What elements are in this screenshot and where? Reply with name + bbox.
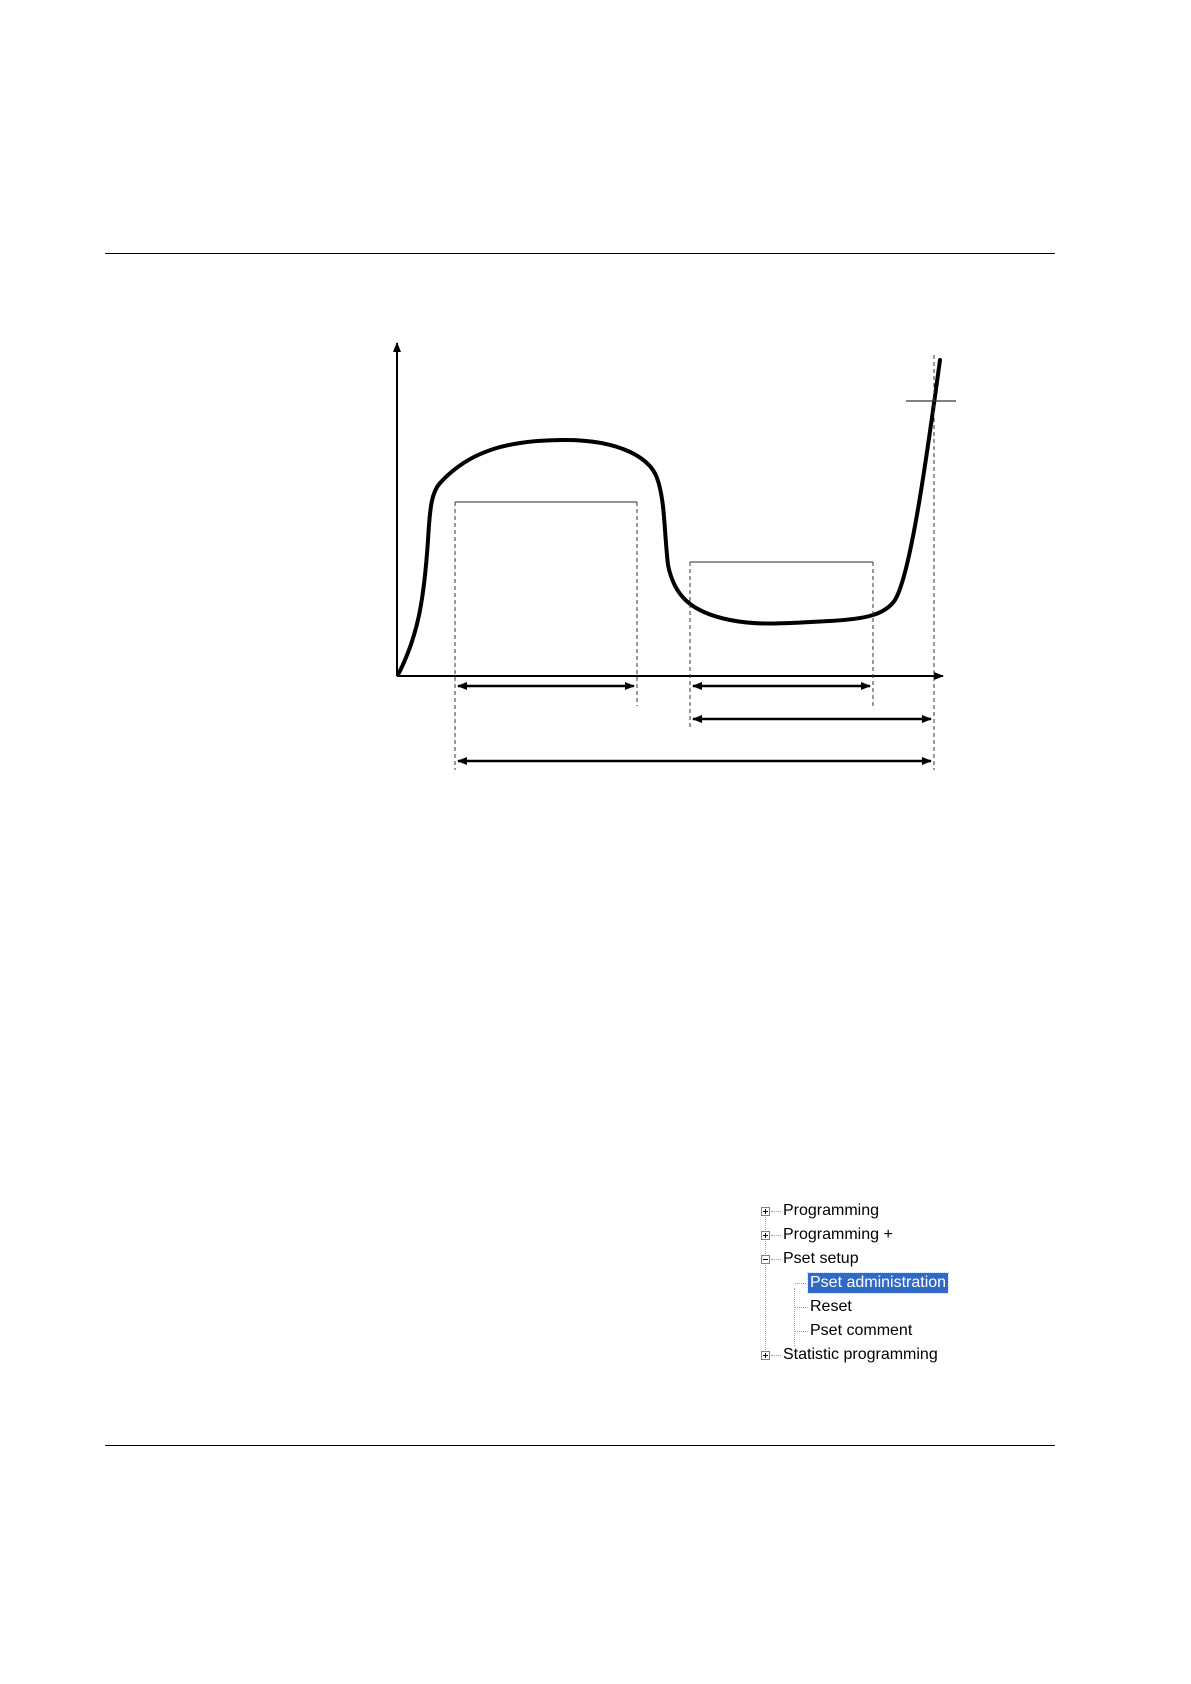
footer-rule bbox=[105, 1445, 1055, 1446]
tree-child-line bbox=[794, 1288, 795, 1346]
torque-curve bbox=[399, 360, 940, 673]
expand-plus-icon[interactable] bbox=[761, 1231, 770, 1240]
torque-curve-diagram bbox=[0, 0, 1191, 820]
tree-item-label[interactable]: Reset bbox=[810, 1298, 852, 1315]
tree-item-label[interactable]: Statistic programming bbox=[783, 1346, 938, 1363]
tree-item-label[interactable]: Pset comment bbox=[810, 1322, 913, 1339]
tree-item-label[interactable]: Pset administration bbox=[810, 1274, 947, 1291]
tree-item-label[interactable]: Programming + bbox=[783, 1226, 893, 1243]
tree-item-label[interactable]: Programming bbox=[783, 1202, 880, 1219]
expand-plus-icon[interactable] bbox=[761, 1207, 770, 1216]
expand-plus-icon[interactable] bbox=[761, 1351, 770, 1360]
tree-item-label[interactable]: Pset setup bbox=[783, 1250, 859, 1267]
pset-tree-view bbox=[750, 1200, 1010, 1380]
collapse-minus-icon[interactable] bbox=[761, 1255, 770, 1264]
